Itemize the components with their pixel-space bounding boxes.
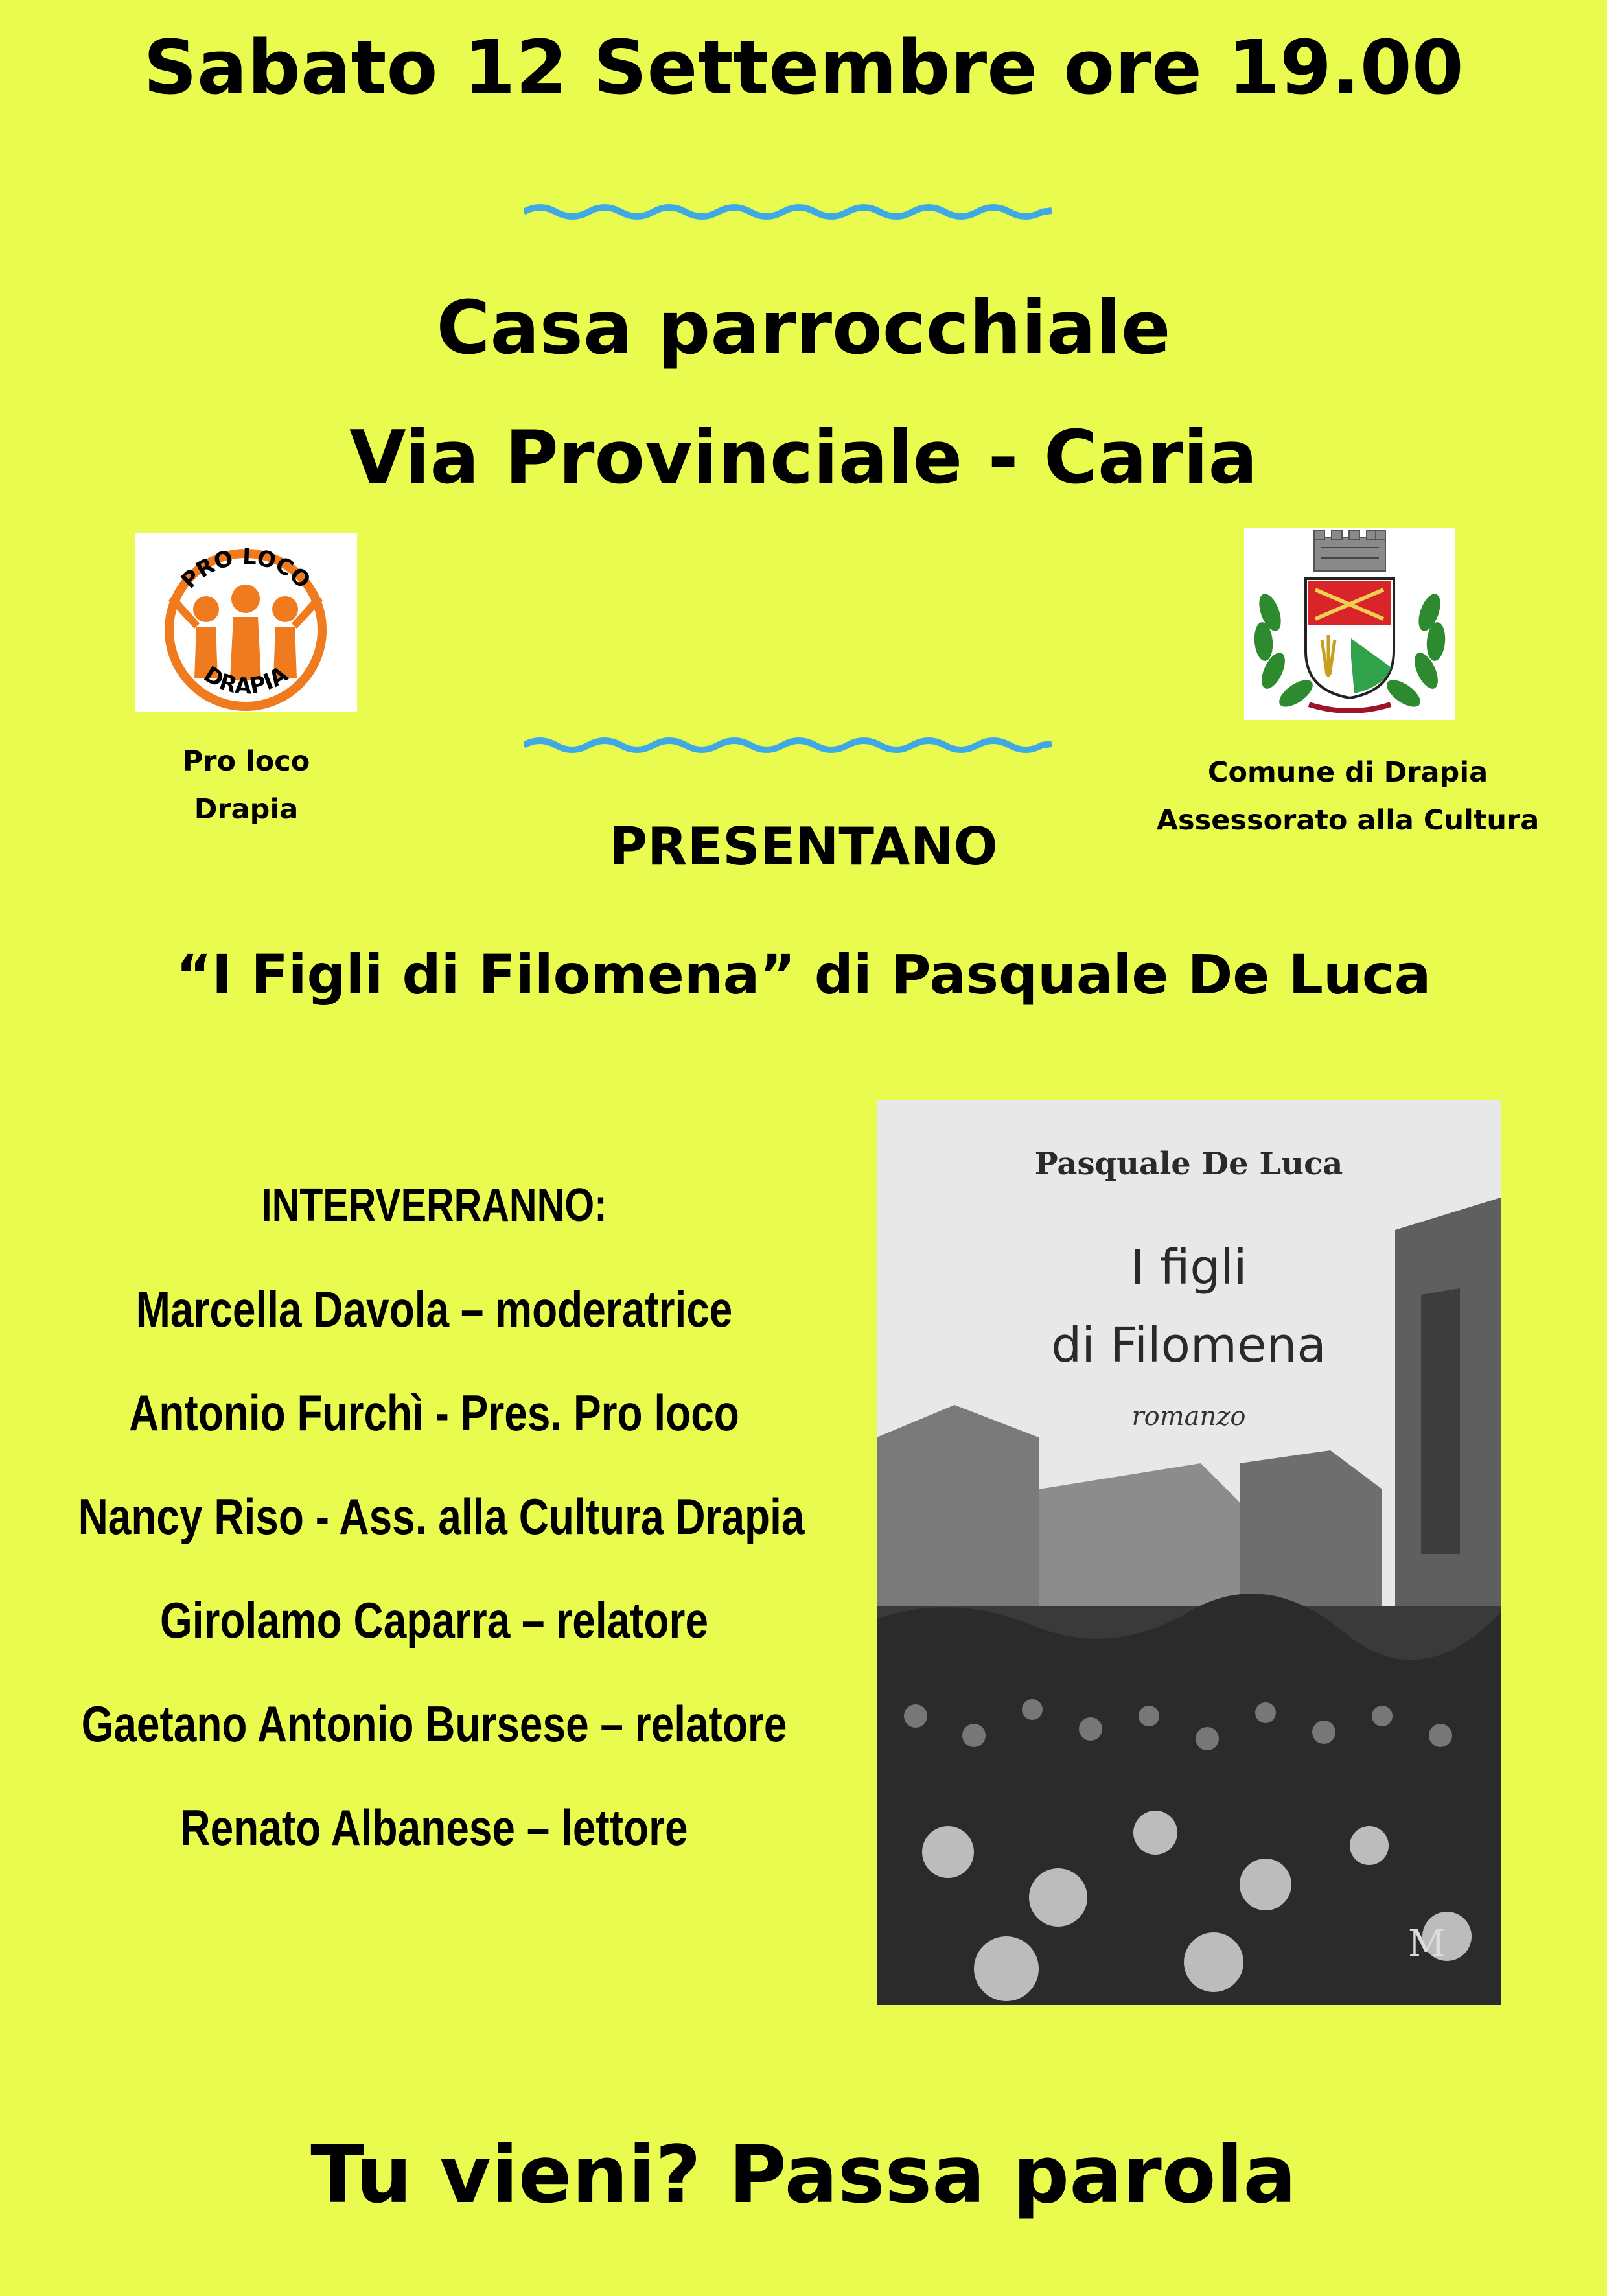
comune-caption-line-2: Assessorato alla Cultura [1156,804,1540,837]
comune-caption-line-1: Comune di Drapia [1207,756,1488,789]
proloco-logo [135,533,357,712]
venue-address: Via Provinciale - Caria [349,415,1258,500]
cover-subtitle: romanzo [1131,1402,1246,1432]
event-date: Sabato 12 Settembre ore 19.00 [143,25,1464,111]
book-title-line: “I Figli di Filomena” di Pasquale De Luca [176,943,1431,1006]
cover-title-line-2: di Filomena [1051,1317,1326,1373]
book-cover [877,1100,1501,2005]
speaker-item: Gaetano Antonio Bursese – relatore [81,1695,787,1752]
speaker-item: Nancy Riso - Ass. alla Cultura Drapia [78,1488,805,1545]
speaker-item: Marcella Davola – moderatrice [135,1281,733,1338]
wave-divider-middle [524,731,1052,757]
speaker-item: Antonio Furchì - Pres. Pro loco [129,1384,739,1441]
proloco-logo-top-text: PRO LOCO [176,544,316,594]
speakers-heading: INTERVERRANNO: [261,1179,607,1231]
proloco-caption-line-2: Drapia [194,793,299,826]
comune-coat-of-arms [1244,528,1455,720]
presentano-heading: PRESENTANO [609,817,998,877]
venue-name: Casa parrocchiale [436,285,1171,371]
tagline: Tu vieni? Passa parola [310,2129,1297,2221]
speaker-item: Renato Albanese – lettore [180,1799,688,1856]
wave-divider-top [524,198,1052,224]
cover-author: Pasquale De Luca [1034,1146,1343,1182]
speaker-item: Girolamo Caparra – relatore [159,1592,709,1649]
speakers-list [0,1173,868,1899]
proloco-caption-line-1: Pro loco [182,745,310,778]
cover-title-line-1: I figli [1130,1240,1247,1295]
book-cover-photo [877,1100,1501,2005]
svg-text:M: M [1408,1923,1446,1965]
proloco-logo-bottom-text: DRAPIA [199,661,293,700]
